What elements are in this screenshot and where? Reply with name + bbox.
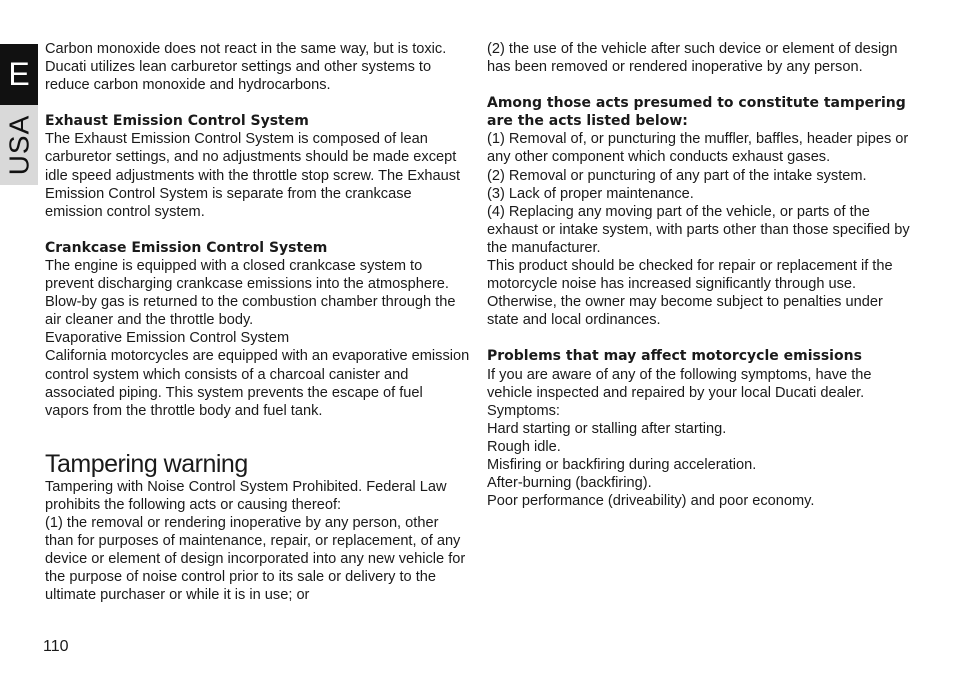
symptom-item: Hard starting or stalling after starting.	[487, 420, 727, 437]
crankcase-paragraph: The engine is equipped with a closed crankcase system to prevent discharging crankcase emissions into the atmosphere. Blow-by gas is returned to the combustion chamber through the air cleaner and the throttle body.	[45, 257, 456, 329]
tampering-title: Tampering warning	[45, 449, 248, 478]
presumed-act-item: (4) Replacing any moving part of the vehicle, or parts of the exhaust or intake system, with parts other than those specified by the manufacturer.	[487, 203, 910, 256]
language-tab-label: E	[8, 56, 30, 92]
symptom-item: Rough idle.	[487, 438, 561, 455]
symptom-item: After-burning (backfiring).	[487, 475, 652, 492]
crankcase-heading: Crankcase Emission Control System	[45, 239, 328, 256]
tampering-intro: Tampering with Noise Control System Prohibited. Federal Law prohibits the following acts or causing thereof:	[45, 478, 447, 513]
region-tab	[0, 105, 38, 185]
noise-note-paragraph: This product should be checked for repair or replacement if the motorcycle noise has increased significantly through use. Otherwise, the owner may become subject to penalties under state and local ordinances.	[487, 258, 893, 329]
presumed-acts-heading: Among those acts presumed to constitute tampering are the acts listed below:	[487, 95, 906, 130]
language-tab	[0, 44, 38, 105]
exhaust-paragraph: The Exhaust Emission Control System is composed of lean carburetor settings, and no adjustments should be made except idle speed adjustments with the throttle stop screw. The Exhaust Emission Control System is separate from the crankcase emission control system.	[45, 131, 461, 220]
evaporative-heading: Evaporative Emission Control System	[45, 330, 290, 347]
presumed-act-item: (1) Removal of, or puncturing the muffler, baffles, header pipes or any other component which conducts exhaust gases.	[487, 131, 909, 166]
problems-heading: Problems that may affect motorcycle emissions	[487, 348, 862, 365]
left-column	[45, 40, 470, 604]
presumed-act-item: (2) Removal or puncturing of any part of the intake system.	[487, 167, 867, 184]
symptom-item: Misfiring or backfiring during acceleration.	[487, 456, 757, 473]
symptoms-label: Symptoms:	[487, 402, 560, 419]
tampering-item-1: (1) the removal or rendering inoperative by any person, other than for purposes of maintenance, repair, or replacement, of any device or element of design incorporated into any new vehicle for the purpose of noise control prior to its sale or delivery to the ultimate purchaser or while it is in use; or	[45, 514, 466, 604]
intro-paragraph: Carbon monoxide does not react in the same way, but is toxic. Ducati utilizes lean carburetor settings and other systems to reduce carbon monoxide and hydrocarbons.	[45, 41, 447, 94]
right-column	[487, 40, 912, 510]
exhaust-heading: Exhaust Emission Control System	[45, 113, 309, 130]
region-tab-label: USA	[3, 114, 35, 176]
page-number: 110	[43, 638, 69, 655]
presumed-act-item: (3) Lack of proper maintenance.	[487, 185, 694, 202]
evaporative-paragraph: California motorcycles are equipped with an evaporative emission control system which consists of a charcoal canister and associated piping. This system prevents the escape of fuel vapors from the throttle body and fuel tank.	[45, 348, 470, 419]
problems-paragraph: If you are aware of any of the following symptoms, have the vehicle inspected and repaired by your local Ducati dealer.	[487, 366, 872, 401]
tampering-item-2: (2) the use of the vehicle after such device or element of design has been removed or rendered inoperative by any person.	[487, 41, 898, 76]
symptom-item: Poor performance (driveability) and poor economy.	[487, 493, 815, 510]
